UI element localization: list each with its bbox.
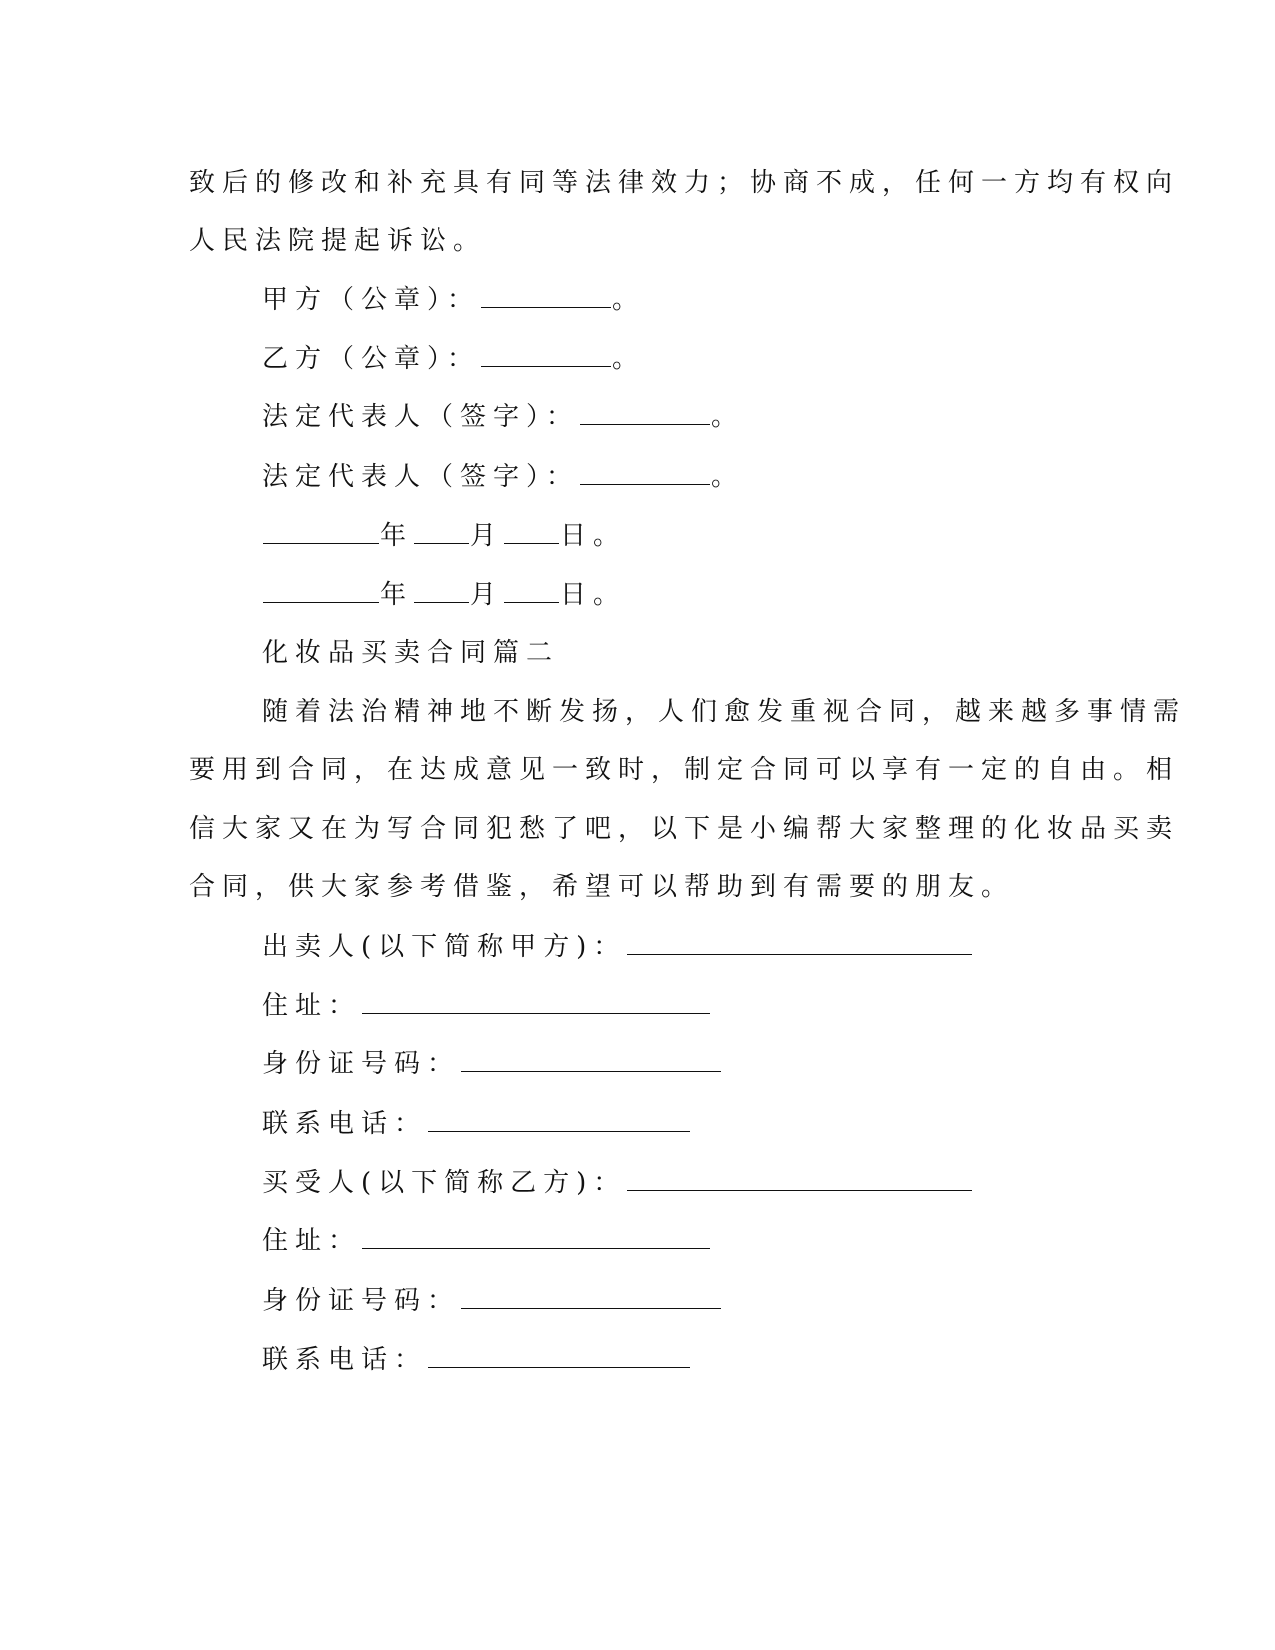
month-label: 月 [470, 580, 504, 610]
buyer-id-line [262, 1284, 722, 1318]
id-number-blank [461, 1047, 721, 1072]
legal-rep-1-blank [580, 400, 710, 425]
seller-address-line [262, 989, 711, 1023]
period: 。 [612, 285, 646, 315]
party-a-blank [481, 283, 611, 308]
id-number-label: 身份证号码： [262, 1049, 461, 1079]
intro-line: 要用到合同，在达成意见一致时，制定合同可以享有一定的自由。相 [189, 755, 1180, 785]
day-blank [504, 519, 559, 544]
day-label: 日。 [560, 521, 627, 551]
paragraph-line: 致后的修改和补充具有同等法律效力；协商不成，任何一方均有权向 [189, 168, 1180, 198]
phone-label: 联系电话： [262, 1109, 428, 1139]
seller-label: 出卖人(以下简称甲方)： [262, 932, 627, 962]
legal-rep-2-label: 法定代表人（签字）： [262, 462, 580, 492]
address-blank [362, 989, 710, 1014]
address-blank [362, 1224, 710, 1249]
legal-rep-2-line [262, 460, 744, 494]
day-label: 日。 [560, 580, 627, 610]
buyer-address-line [262, 1224, 711, 1258]
party-a-seal-line [262, 283, 645, 317]
legal-rep-1-label: 法定代表人（签字）： [262, 402, 580, 432]
address-label: 住址： [262, 991, 362, 1021]
party-a-label: 甲方（公章）： [262, 285, 481, 315]
address-label: 住址： [262, 1226, 362, 1256]
id-number-label: 身份证号码： [262, 1286, 461, 1316]
phone-blank [428, 1107, 690, 1132]
date-line-2 [262, 578, 626, 612]
month-blank [414, 519, 469, 544]
period: 。 [711, 462, 745, 492]
month-label: 月 [470, 521, 504, 551]
year-blank [263, 578, 379, 603]
intro-line: 信大家又在为写合同犯愁了吧，以下是小编帮大家整理的化妆品买卖 [189, 814, 1180, 844]
year-blank [263, 519, 379, 544]
party-b-seal-line [262, 342, 645, 376]
intro-line: 随着法治精神地不断发扬，人们愈发重视合同，越来越多事情需 [262, 697, 1187, 727]
date-line-1 [262, 519, 626, 553]
year-label: 年 [380, 580, 414, 610]
id-number-blank [461, 1284, 721, 1309]
phone-label: 联系电话： [262, 1345, 428, 1375]
seller-id-line [262, 1047, 722, 1081]
month-blank [414, 578, 469, 603]
legal-rep-2-blank [580, 460, 710, 485]
phone-blank [428, 1343, 690, 1368]
buyer-blank [627, 1166, 972, 1191]
seller-phone-line [262, 1107, 691, 1141]
intro-line: 合同，供大家参考借鉴，希望可以帮助到有需要的朋友。 [189, 872, 1015, 902]
period: 。 [612, 344, 646, 374]
buyer-label: 买受人(以下简称乙方)： [262, 1168, 627, 1198]
year-label: 年 [380, 521, 414, 551]
party-b-label: 乙方（公章）： [262, 344, 481, 374]
paragraph-line: 人民法院提起诉讼。 [189, 226, 487, 256]
period: 。 [711, 402, 745, 432]
seller-blank [627, 930, 972, 955]
seller-line [262, 930, 973, 964]
buyer-phone-line [262, 1343, 691, 1377]
legal-rep-1-line [262, 400, 744, 434]
buyer-line [262, 1166, 973, 1200]
day-blank [504, 578, 559, 603]
party-b-blank [481, 342, 611, 367]
section-title: 化妆品买卖合同篇二 [262, 638, 560, 668]
